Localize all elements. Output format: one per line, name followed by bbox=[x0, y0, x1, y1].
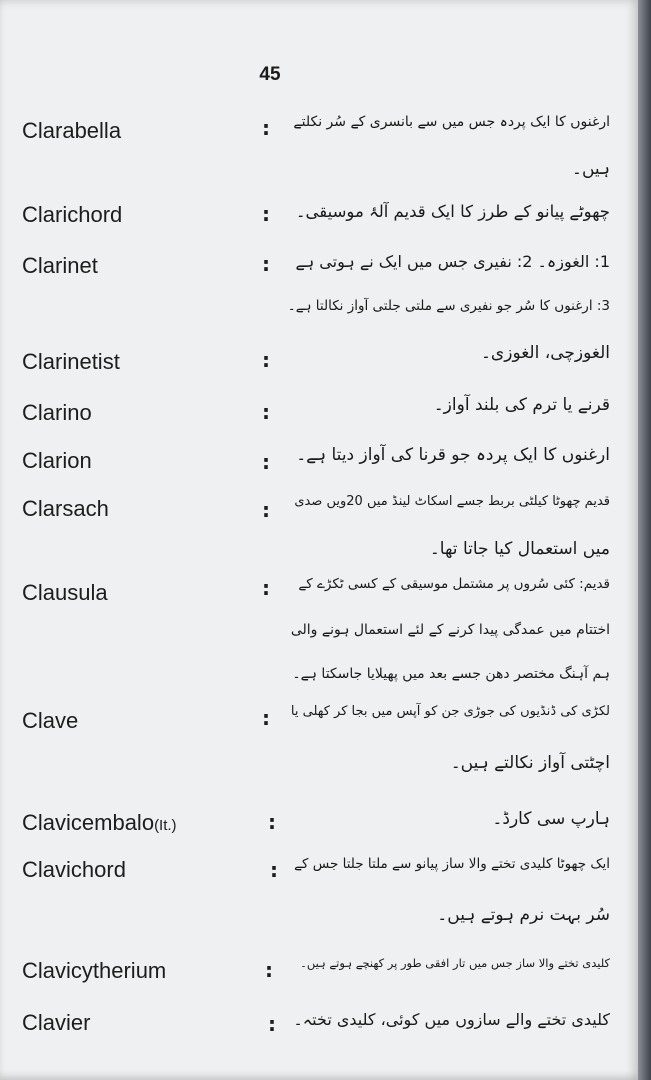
entry-separator: : bbox=[262, 348, 270, 372]
definition-line: کلیدی تختے والے سازوں میں کوئی، کلیدی تختہ۔ bbox=[293, 1010, 610, 1029]
definition-line: ارغنوں کا ایک پردہ جس میں سے بانسری کے سُر نکلتے bbox=[293, 114, 610, 130]
term-clarino: Clarino bbox=[22, 400, 92, 425]
entry-separator: : bbox=[262, 576, 270, 600]
definition-line: سُر بہت نرم ہوتے ہیں۔ bbox=[437, 905, 610, 925]
definition-line: ہیں۔ bbox=[572, 159, 610, 179]
entry-separator: : bbox=[268, 1012, 276, 1036]
entry-separator: : bbox=[262, 252, 270, 276]
definition-line: اختتام میں عمدگی پیدا کرنے کے لئے استعمال ہونے والی bbox=[290, 622, 610, 638]
term-clausula: Clausula bbox=[22, 580, 108, 605]
definition-line: الغوزچی، الغوزی۔ bbox=[480, 343, 610, 363]
definition-line: قدیم چھوٹا کیلٹی بربط جسے اسکاٹ لینڈ میں 20ویں صدی bbox=[294, 494, 610, 509]
definition-line: قرنے یا ترم کی بلند آواز۔ bbox=[433, 395, 610, 415]
definition-line: ارغنوں کا ایک پردہ جو قرنا کی آواز دیتا ہے۔ bbox=[296, 445, 610, 465]
definition-line: میں استعمال کیا جاتا تھا۔ bbox=[429, 539, 610, 559]
definition-line: ہارپ سی کارڈ۔ bbox=[492, 809, 610, 829]
definition-line: اچٹتی آواز نکالتے ہیں۔ bbox=[450, 753, 610, 773]
entry-separator: : bbox=[262, 202, 270, 226]
term-text: Clavicembalo bbox=[22, 810, 155, 835]
page-number: 45 bbox=[259, 64, 281, 85]
definition-line: چھوٹے پیانو کے طرز کا ایک قدیم آلۂ موسیقی۔ bbox=[295, 202, 610, 221]
term-language-note: (It.) bbox=[154, 817, 177, 834]
entry-separator: : bbox=[262, 400, 270, 424]
term-clarabella: Clarabella bbox=[22, 118, 122, 143]
term-clarion: Clarion bbox=[22, 448, 92, 473]
entry-separator: : bbox=[262, 116, 270, 140]
term-clavicembalo bbox=[22, 810, 177, 836]
entry-separator: : bbox=[262, 450, 270, 474]
term-clavier: Clavier bbox=[22, 1010, 91, 1035]
definition-line: 3: ارغنوں کا سُر جو نفیری سے ملتی جلتی آواز نکالتا ہے۔ bbox=[287, 298, 610, 314]
term-clarinetist: Clarinetist bbox=[22, 349, 120, 374]
entry-separator: : bbox=[262, 498, 270, 522]
term-clave: Clave bbox=[22, 708, 79, 733]
definition-line: قدیم: کئی سُروں پر مشتمل موسیقی کے کسی ٹکڑے کے bbox=[298, 576, 610, 592]
term-clarichord: Clarichord bbox=[22, 202, 123, 227]
definition-line: لکڑی کی ڈنڈیوں کی جوڑی جن کو آپس میں بجا کر کھلی یا bbox=[290, 704, 610, 719]
entry-separator: : bbox=[270, 858, 278, 882]
definition-line: کلیدی تختے والا ساز جس میں تار افقی طور پر کھنچے ہوتے ہیں۔ bbox=[300, 956, 610, 970]
entry-separator: : bbox=[268, 810, 276, 834]
term-clavicytherium: Clavicytherium bbox=[22, 958, 167, 983]
definition-line: ہم آہنگ مختصر دھن جسے بعد میں پھیلایا جاسکتا ہے۔ bbox=[292, 666, 610, 682]
term-clarsach: Clarsach bbox=[22, 496, 109, 521]
term-clavichord: Clavichord bbox=[22, 857, 126, 882]
definition-line: ایک چھوٹا کلیدی تختے والا ساز پیانو سے ملتا جلتا جس کے bbox=[294, 856, 610, 872]
entry-separator: : bbox=[265, 958, 273, 982]
page-edge bbox=[638, 0, 651, 1080]
entry-separator: : bbox=[262, 706, 270, 730]
definition-line: 1: الغوزہ۔ 2: نفیری جس میں ایک نے ہوتی ہے bbox=[295, 252, 610, 271]
term-clarinet: Clarinet bbox=[22, 253, 98, 278]
